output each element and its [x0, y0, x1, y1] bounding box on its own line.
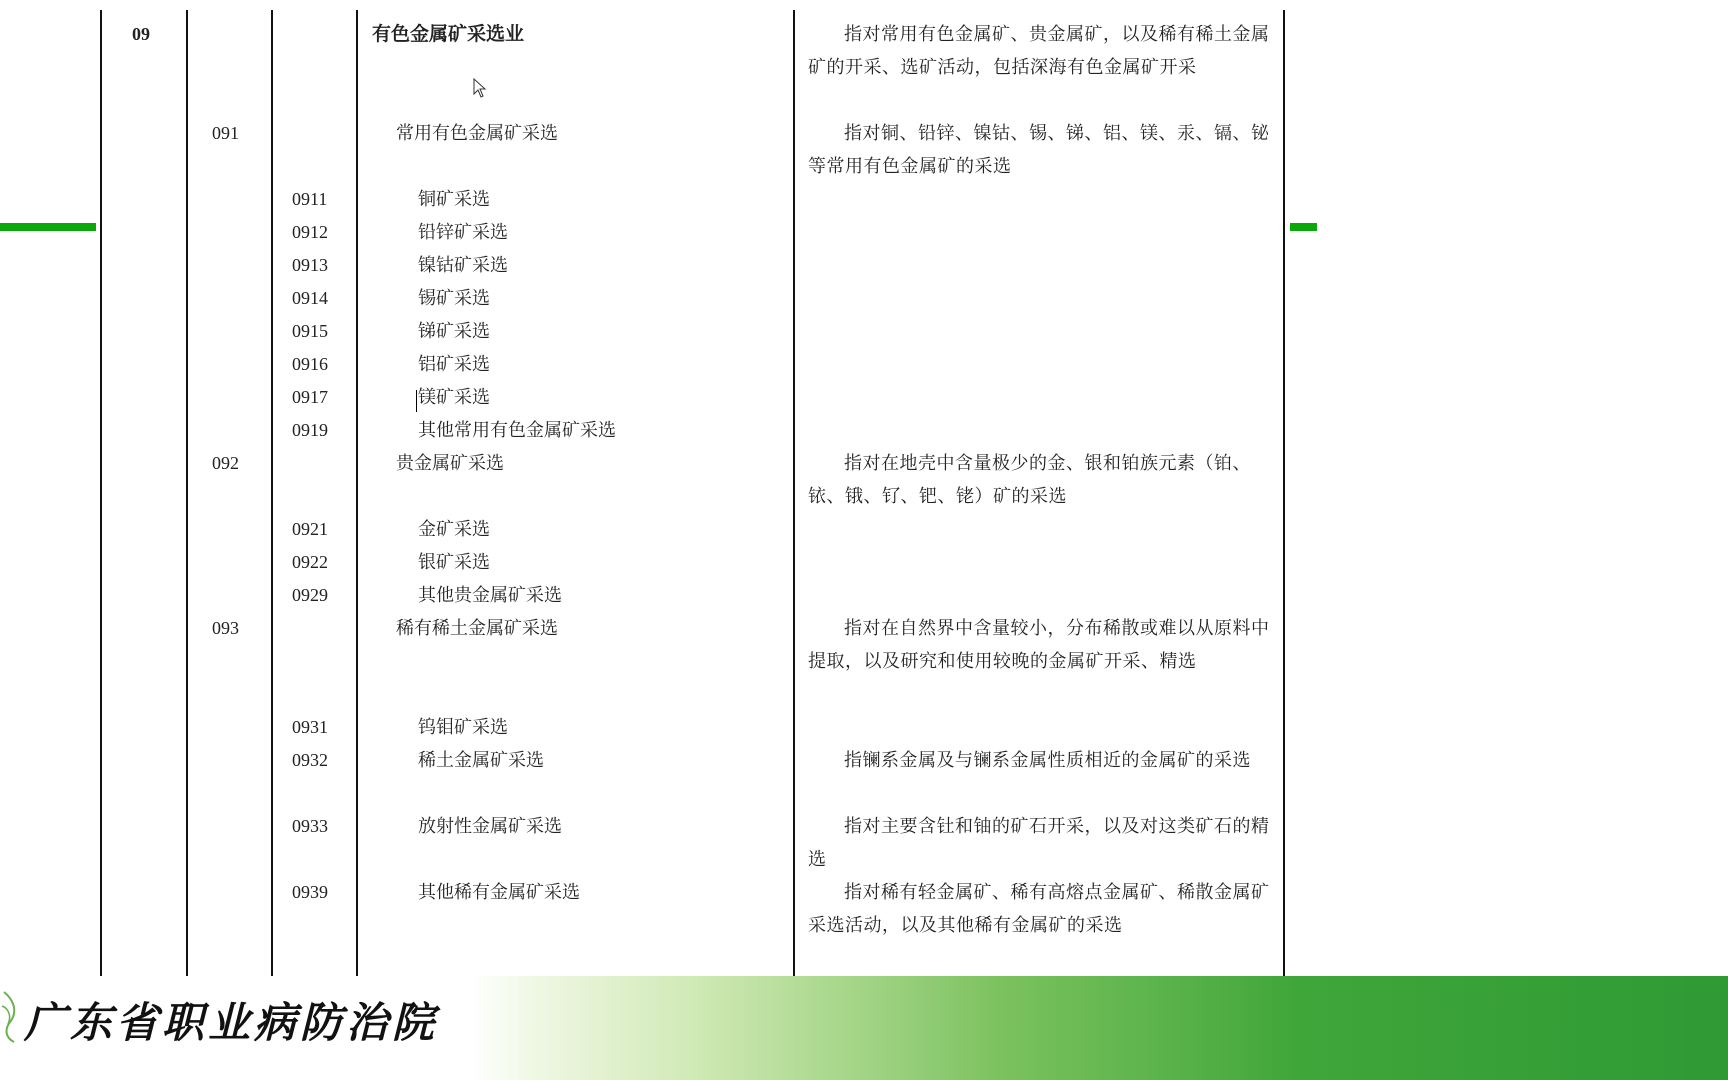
class-description: 指镧系金属及与镧系金属性质相近的金属矿的采选 — [844, 750, 1251, 771]
class-name: 镁矿采选 — [418, 387, 490, 408]
table-rule-group — [186, 10, 188, 976]
table-rule-right — [1283, 10, 1285, 976]
table-rule-name — [356, 10, 358, 976]
class-description: 指对稀有轻金属矿、稀有高熔点金属矿、稀散金属矿采选活动，以及其他稀有金属矿的采选 — [808, 882, 1270, 936]
class-code: 0922 — [292, 552, 328, 572]
class-name: 镍钴矿采选 — [418, 255, 508, 276]
class-code: 0929 — [292, 585, 328, 605]
class-name: 钨钼矿采选 — [418, 717, 508, 738]
left-green-marker — [0, 223, 96, 231]
class-name: 其他常用有色金属矿采选 — [418, 420, 616, 441]
group-description: 指对在地壳中含量极少的金、银和铂族元素（铂、铱、锇、钌、钯、铑）矿的采选 — [808, 453, 1251, 507]
class-code: 0913 — [292, 255, 328, 275]
class-code: 0933 — [292, 816, 328, 836]
class-code: 0912 — [292, 222, 328, 242]
right-green-marker — [1290, 223, 1317, 231]
group-name: 贵金属矿采选 — [396, 453, 504, 474]
class-code: 0931 — [292, 717, 328, 737]
table-rule-desc — [793, 10, 795, 976]
class-name: 锡矿采选 — [418, 288, 490, 309]
group-description: 指对在自然界中含量较小，分布稀散或难以从原料中提取，以及研究和使用较晚的金属矿开采、精选 — [808, 618, 1270, 672]
leaf-logo-icon — [0, 986, 22, 1046]
class-code: 0921 — [292, 519, 328, 539]
class-code: 0911 — [292, 189, 328, 209]
class-name: 铅锌矿采选 — [418, 222, 508, 243]
class-name: 金矿采选 — [418, 519, 490, 540]
class-name: 银矿采选 — [418, 552, 490, 573]
table-rule-left — [100, 10, 102, 976]
group-code: 092 — [212, 453, 239, 473]
class-code: 0939 — [292, 882, 328, 902]
class-name: 其他稀有金属矿采选 — [418, 882, 580, 903]
class-code: 0917 — [292, 387, 328, 407]
group-description: 指对铜、铅锌、镍钴、锡、锑、铝、镁、汞、镉、铋等常用有色金属矿的采选 — [808, 123, 1270, 177]
class-code: 0914 — [292, 288, 328, 308]
class-code: 0919 — [292, 420, 328, 440]
mouse-pointer-icon — [473, 78, 487, 98]
institution-title: 广东省职业病防治院 — [24, 998, 439, 1047]
text-caret — [416, 390, 417, 412]
class-name: 锑矿采选 — [418, 321, 490, 342]
table-rule-class — [271, 10, 273, 976]
class-description: 指对主要含钍和铀的矿石开采，以及对这类矿石的精选 — [808, 816, 1270, 870]
class-name: 放射性金属矿采选 — [418, 816, 562, 837]
group-code: 093 — [212, 618, 239, 638]
class-code: 0916 — [292, 354, 328, 374]
class-name: 稀土金属矿采选 — [418, 750, 544, 771]
group-name: 常用有色金属矿采选 — [396, 123, 558, 144]
category-code: 09 — [132, 24, 150, 44]
category-description: 指对常用有色金属矿、贵金属矿，以及稀有稀土金属矿的开采、选矿活动，包括深海有色金属矿开采 — [808, 24, 1270, 78]
class-name: 其他贵金属矿采选 — [418, 585, 562, 606]
class-code: 0932 — [292, 750, 328, 770]
category-name: 有色金属矿采选业 — [372, 23, 525, 45]
group-name: 稀有稀土金属矿采选 — [396, 618, 558, 639]
class-code: 0915 — [292, 321, 328, 341]
class-name: 铝矿采选 — [418, 354, 490, 375]
class-name: 铜矿采选 — [418, 189, 490, 210]
group-code: 091 — [212, 123, 239, 143]
